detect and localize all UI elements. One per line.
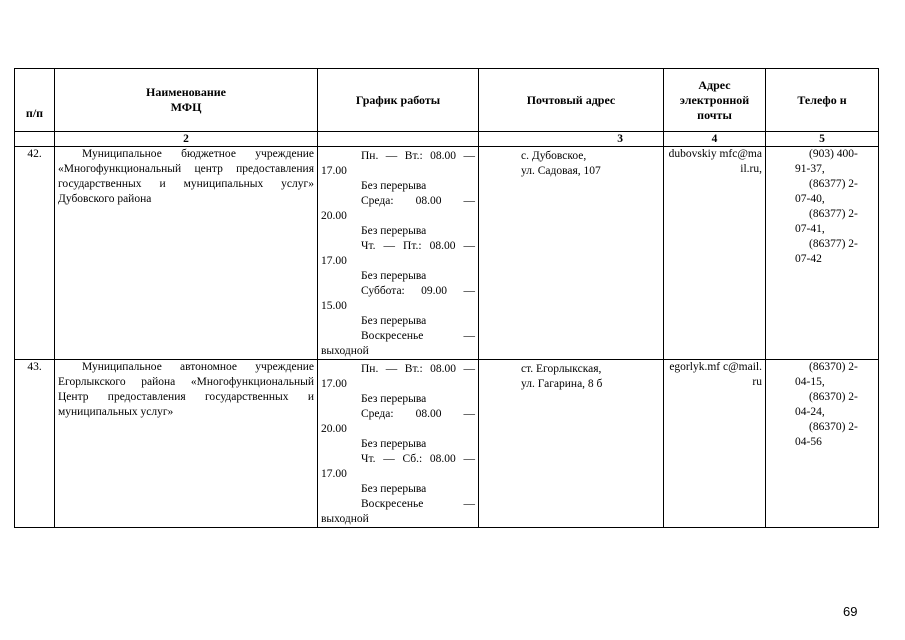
postal-address — [479, 360, 664, 528]
header-address: Почтовый адрес — [479, 69, 664, 132]
schedule-line: Среда: 08.00 — — [361, 408, 475, 420]
schedule-line-wrap: 17.00 — [321, 255, 347, 267]
address-line: с. Дубовское, — [521, 150, 587, 162]
schedule-line: Без перерыва — [361, 483, 427, 495]
phone-line: (86377) 2- — [809, 178, 858, 190]
schedule-line: Без перерыва — [361, 315, 427, 327]
schedule-line: Суббота: 09.00 — — [361, 285, 475, 297]
mfc-table — [14, 68, 879, 528]
phone-line: (903) 400- — [809, 148, 858, 160]
phone-line: 04-56 — [795, 436, 822, 448]
table-row — [15, 147, 879, 360]
table-row — [15, 360, 879, 528]
phone-line: 04-24, — [795, 406, 825, 418]
phone-line: (86370) 2- — [809, 361, 858, 373]
phone-line: 07-40, — [795, 193, 825, 205]
email-address: egorlyk.mf c@mail.ru — [664, 360, 766, 528]
header-row — [15, 69, 879, 132]
column-number-row — [15, 132, 879, 147]
schedule-line-wrap: 20.00 — [321, 423, 347, 435]
schedule-line-wrap: 15.00 — [321, 300, 347, 312]
header-email: Адрес электронной почты — [664, 69, 766, 132]
phone-line: 04-15, — [795, 376, 825, 388]
schedule-line: Пн. — Вт.: 08.00 — — [361, 363, 475, 375]
row-number: 42. — [15, 147, 55, 360]
phone-line: 91-37, — [795, 163, 825, 175]
header-phone: Телефо н — [766, 69, 879, 132]
schedule-line-wrap: выходной — [321, 513, 369, 525]
postal-address — [479, 147, 664, 360]
address-line: ул. Гагарина, 8 б — [521, 378, 603, 390]
header-schedule: График работы — [318, 69, 479, 132]
col-number: 4 — [664, 132, 766, 147]
mfc-name: Муниципальное автономное учреждение Егорлыкского района «Многофункциональный Центр предоставления государственных и муниципальных услуг» — [55, 360, 318, 528]
col-number — [15, 132, 55, 147]
phone-line: (86370) 2- — [809, 421, 858, 433]
schedule-cell — [318, 360, 479, 528]
schedule-line: Без перерыва — [361, 270, 427, 282]
col-number: 3 — [479, 132, 664, 147]
schedule-line: Пн. — Вт.: 08.00 — — [361, 150, 475, 162]
schedule-line-wrap: 17.00 — [321, 378, 347, 390]
phone-numbers — [766, 360, 879, 528]
schedule-line: Без перерыва — [361, 180, 427, 192]
schedule-line: Чт. — Сб.: 08.00 — — [361, 453, 475, 465]
phone-line: (86377) 2- — [809, 208, 858, 220]
schedule-line: Воскресенье — — [361, 498, 475, 510]
phone-line: 07-41, — [795, 223, 825, 235]
header-name: Наименование МФЦ — [55, 69, 318, 132]
page-number: 69 — [843, 604, 858, 619]
schedule-line: Без перерыва — [361, 438, 427, 450]
schedule-line-wrap: 20.00 — [321, 210, 347, 222]
phone-line: (86370) 2- — [809, 391, 858, 403]
mfc-name: Муниципальное бюджетное учреждение «Многофункциональный центр предоставления государственных и муниципальных услуг» Дубовского района — [55, 147, 318, 360]
schedule-line: Чт. — Пт.: 08.00 — — [361, 240, 475, 252]
col-number: 2 — [55, 132, 318, 147]
schedule-line: Воскресенье — — [361, 330, 475, 342]
email-address: dubovskiy mfc@mail.ru, — [664, 147, 766, 360]
schedule-line-wrap: 17.00 — [321, 165, 347, 177]
schedule-cell — [318, 147, 479, 360]
address-line: ст. Егорлыкская, — [521, 363, 602, 375]
col-number — [318, 132, 479, 147]
phone-line: 07-42 — [795, 253, 822, 265]
schedule-line-wrap: 17.00 — [321, 468, 347, 480]
phone-numbers — [766, 147, 879, 360]
address-line: ул. Садовая, 107 — [521, 165, 601, 177]
schedule-line: Среда: 08.00 — — [361, 195, 475, 207]
phone-line: (86377) 2- — [809, 238, 858, 250]
row-number: 43. — [15, 360, 55, 528]
schedule-line: Без перерыва — [361, 393, 427, 405]
schedule-line-wrap: выходной — [321, 345, 369, 357]
col-number: 5 — [766, 132, 879, 147]
schedule-line: Без перерыва — [361, 225, 427, 237]
header-num: п/п — [15, 69, 55, 132]
